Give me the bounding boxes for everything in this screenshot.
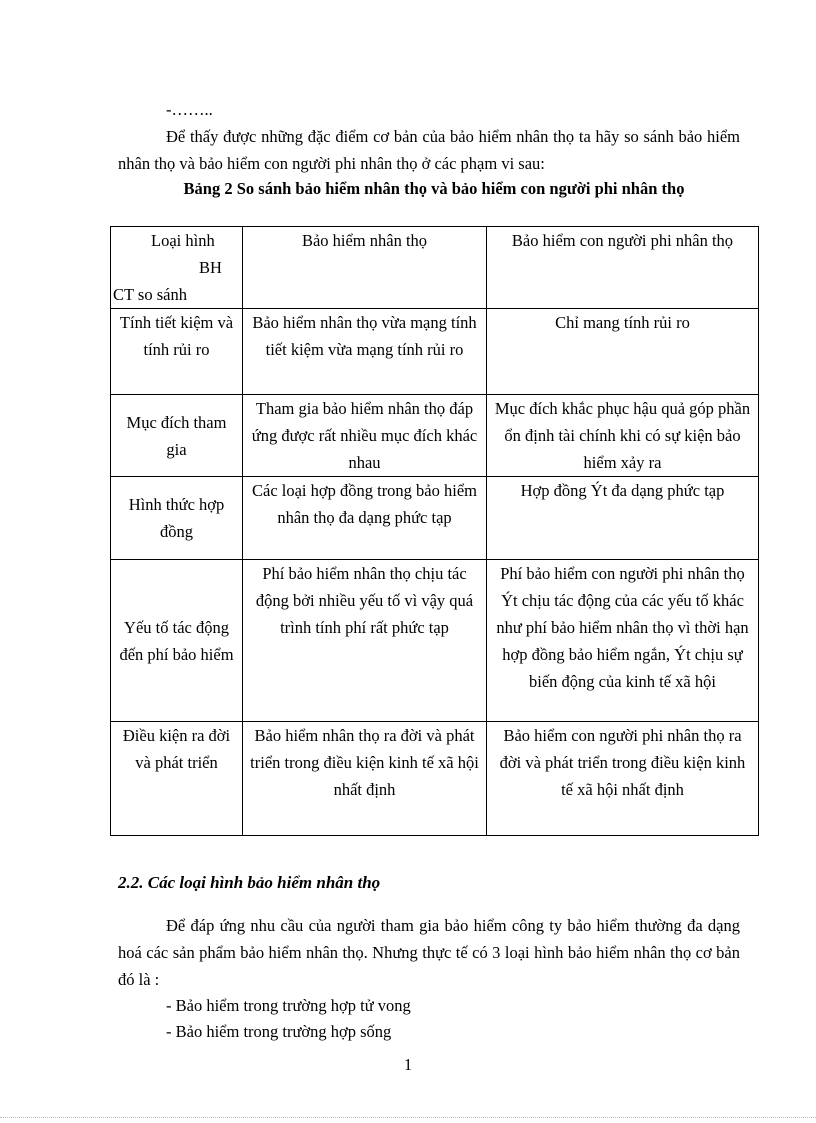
ellipsis-line: -……..	[166, 100, 213, 119]
row-criterion: Yếu tố tác động đến phí bảo hiểm	[111, 560, 243, 722]
row-life-value: Các loại hợp đồng trong bảo hiểm nhân thọ đa dạng phức tạp	[243, 477, 487, 560]
bullet-item: - Bảo hiểm trong trường hợp tử vong	[166, 996, 411, 1015]
table-row	[111, 477, 759, 560]
row-criterion: Điều kiện ra đời và phát triển	[111, 722, 243, 836]
table-row	[111, 560, 759, 722]
header-col1-line2: BH	[199, 258, 222, 277]
section-heading: 2.2. Các loại hình bảo hiểm nhân thọ	[118, 873, 381, 892]
row-nonlife-value: Hợp đồng Ýt đa dạng phức tạp	[487, 477, 759, 560]
header-col1-line3: CT so sánh	[113, 285, 187, 304]
table-header-row	[111, 227, 759, 309]
table-row	[111, 395, 759, 477]
page-bottom-divider	[0, 1117, 816, 1118]
row-nonlife-value: Phí bảo hiểm con người phi nhân thọ Ýt chịu tác động của các yếu tố khác như phí bảo hiểm nhân thọ vì thời hạn hợp đồng bảo hiểm ngắn, Ýt chịu sự biến động của kinh tế xã hội	[487, 560, 759, 722]
row-criterion: Mục đích tham gia	[111, 395, 243, 477]
header-nonlife-insurance: Bảo hiểm con người phi nhân thọ	[487, 227, 759, 309]
header-col1-line1: Loại hình	[151, 231, 215, 250]
row-life-value: Phí bảo hiểm nhân thọ chịu tác động bởi nhiều yếu tố vì vậy quá trình tính phí rất phức tạp	[243, 560, 487, 722]
row-life-value: Bảo hiểm nhân thọ vừa mạng tính tiết kiệm vừa mạng tính rủi ro	[243, 309, 487, 395]
row-nonlife-value: Chỉ mang tính rủi ro	[487, 309, 759, 395]
table-title: Bảng 2 So sánh bảo hiểm nhân thọ và bảo hiểm con người phi nhân thọ	[183, 179, 685, 198]
row-criterion: Hình thức hợp đồng	[111, 477, 243, 560]
comparison-table	[110, 226, 759, 836]
header-life-insurance: Bảo hiểm nhân thọ	[243, 227, 487, 309]
intro-paragraph: Để thấy được những đặc điểm cơ bản của bảo hiểm nhân thọ ta hãy so sánh bảo hiểm nhân thọ và bảo hiểm con người phi nhân thọ ở các phạm vi sau:	[118, 127, 740, 173]
table-row	[111, 309, 759, 395]
header-criteria-cell	[111, 227, 243, 309]
page-number: 1	[403, 1055, 413, 1074]
body-paragraph: Để đáp ứng nhu cầu của người tham gia bảo hiểm công ty bảo hiểm thường đa dạng hoá các sản phẩm bảo hiểm nhân thọ. Nhưng thực tế có 3 loại hình bảo hiểm nhân thọ cơ bản đó là :	[118, 916, 740, 989]
row-nonlife-value: Bảo hiểm con người phi nhân thọ ra đời và phát triển trong điều kiện kinh tế xã hội nhất định	[487, 722, 759, 836]
row-nonlife-value: Mục đích khắc phục hậu quả góp phần ổn định tài chính khi có sự kiện bảo hiểm xảy ra	[487, 395, 759, 477]
bullet-item: - Bảo hiểm trong trường hợp sống	[166, 1022, 392, 1041]
row-criterion: Tính tiết kiệm và tính rủi ro	[111, 309, 243, 395]
row-life-value: Bảo hiểm nhân thọ ra đời và phát triển trong điều kiện kinh tế xã hội nhất định	[243, 722, 487, 836]
table-row	[111, 722, 759, 836]
row-life-value: Tham gia bảo hiểm nhân thọ đáp ứng được rất nhiều mục đích khác nhau	[243, 395, 487, 477]
